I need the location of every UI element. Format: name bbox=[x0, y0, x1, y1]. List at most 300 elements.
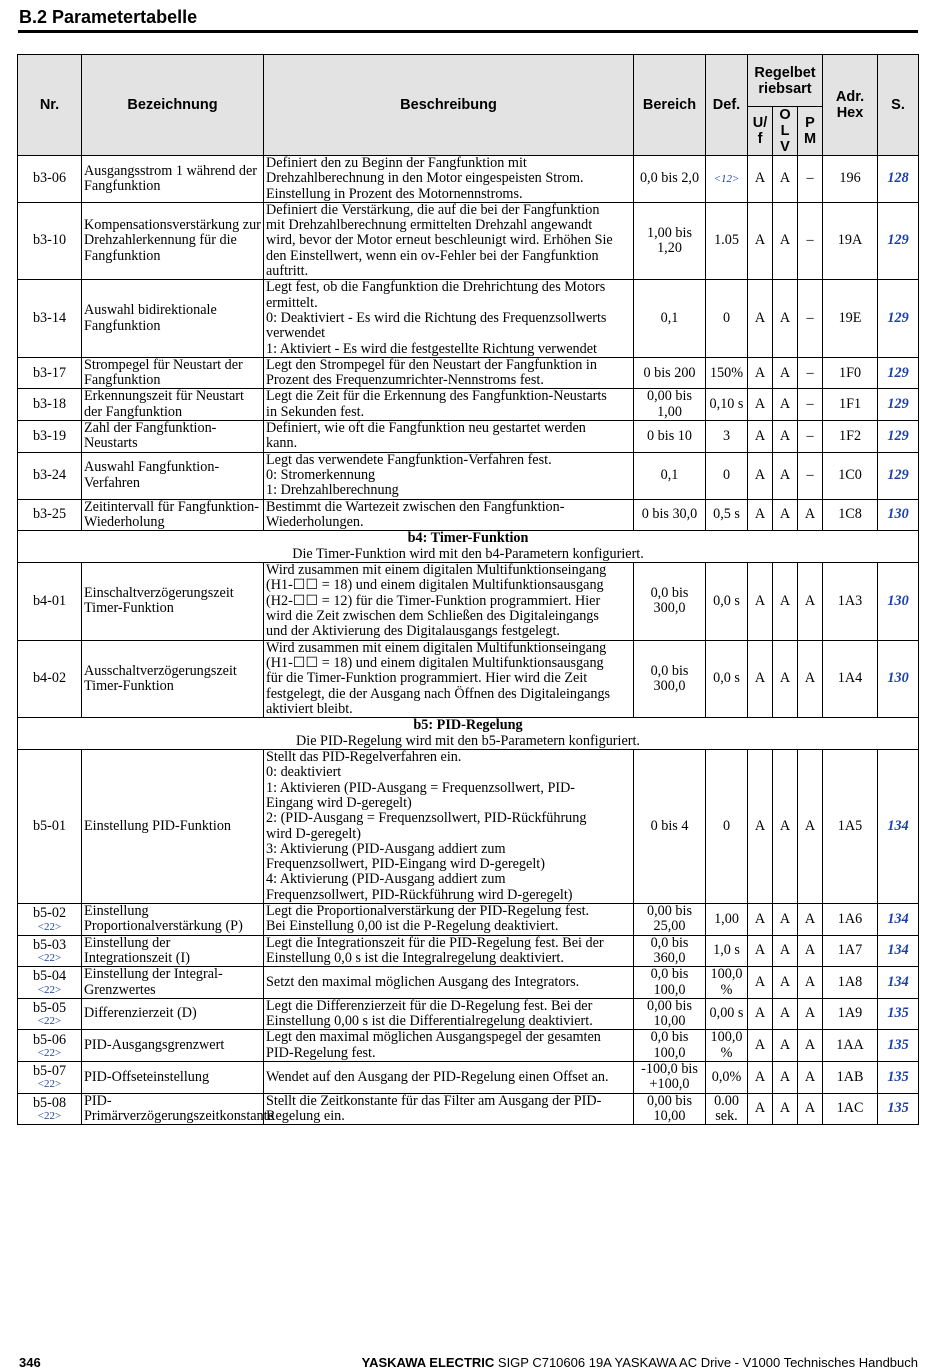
param-mode-uf: A bbox=[748, 156, 773, 203]
param-mode-uf: A bbox=[748, 389, 773, 421]
param-mode-olv: A bbox=[773, 904, 798, 936]
param-mode-uf: A bbox=[748, 967, 773, 999]
param-mode-pm: A bbox=[798, 1030, 823, 1062]
header-adr-l1: Adr. bbox=[835, 89, 865, 105]
param-description bbox=[264, 1093, 634, 1125]
param-range: 0,0 bis 300,0 bbox=[634, 563, 706, 640]
description-line: Setzt den maximal möglichen Ausgang des Integrators. bbox=[266, 973, 580, 990]
param-name: Einstellung der Integral-Grenzwertes bbox=[82, 967, 264, 999]
section-b4-cell bbox=[18, 531, 919, 563]
header-pm-l1: P bbox=[805, 115, 815, 131]
table-row bbox=[18, 452, 919, 499]
param-default bbox=[706, 967, 748, 999]
param-description bbox=[264, 202, 634, 279]
param-mode-olv: A bbox=[773, 998, 798, 1030]
param-name: Erkennungszeit für Neustart der Fangfunktion bbox=[82, 389, 264, 421]
description-line: Frequenzsollwert, PID-Eingang wird D-geregelt) bbox=[266, 856, 545, 873]
description-line: 1: Aktivieren (PID-Ausgang = Frequenzsollwert, PID- bbox=[266, 779, 576, 796]
description-line: 0: deaktiviert bbox=[266, 764, 342, 781]
description-line: Wiederholungen. bbox=[266, 513, 364, 530]
param-mode-uf: A bbox=[748, 421, 773, 453]
param-default-value: 0 bbox=[722, 309, 731, 326]
param-nr: b5-07 bbox=[32, 1063, 67, 1080]
param-address: 19A bbox=[823, 202, 878, 279]
param-range: 1,00 bis 1,20 bbox=[634, 202, 706, 279]
header-olv-l3: V bbox=[780, 139, 790, 155]
description-line: Definiert den zu Beginn der Fangfunktion mit bbox=[266, 155, 527, 171]
description-line: Regelung ein. bbox=[266, 1107, 345, 1124]
param-mode-pm: A bbox=[798, 1093, 823, 1125]
header-uf-l1: U/ bbox=[752, 115, 768, 131]
header-uf-l2: f bbox=[757, 131, 763, 147]
table-row bbox=[18, 640, 919, 717]
footnote-ref: <22> bbox=[37, 1015, 62, 1028]
param-page-link[interactable]: 130 bbox=[878, 563, 919, 640]
page-title: B.2 Parametertabelle bbox=[19, 7, 198, 27]
param-nr: b3-25 bbox=[32, 506, 67, 523]
param-mode-uf: A bbox=[748, 452, 773, 499]
description-line: Wird zusammen mit einem digitalen Multifunktionseingang bbox=[266, 562, 607, 579]
param-mode-pm: – bbox=[798, 452, 823, 499]
param-nr: b3-14 bbox=[32, 309, 67, 326]
section-b5-cell bbox=[18, 718, 919, 750]
param-mode-olv: A bbox=[773, 156, 798, 203]
param-nr-cell bbox=[18, 1093, 82, 1125]
param-nr-cell bbox=[18, 421, 82, 453]
param-nr: b4-01 bbox=[32, 592, 67, 609]
param-range: 0,0 bis 360,0 bbox=[634, 935, 706, 967]
header-bezeichnung: Bezeichnung bbox=[82, 55, 264, 156]
header-def: Def. bbox=[706, 55, 748, 156]
param-mode-pm: A bbox=[798, 935, 823, 967]
param-mode-pm: – bbox=[798, 389, 823, 421]
param-default bbox=[706, 1030, 748, 1062]
param-range: 0,0 bis 100,0 bbox=[634, 967, 706, 999]
param-mode-pm: A bbox=[798, 750, 823, 904]
param-range: 0 bis 10 bbox=[634, 421, 706, 453]
param-mode-pm: A bbox=[798, 904, 823, 936]
description-line: Stellt das PID-Regelverfahren ein. bbox=[266, 749, 462, 766]
param-description bbox=[264, 935, 634, 967]
param-mode-pm: – bbox=[798, 156, 823, 203]
description-line: PID-Regelung fest. bbox=[266, 1044, 376, 1061]
param-default bbox=[706, 904, 748, 936]
description-line: für die Timer-Funktion programmiert. Hier wird die Zeit bbox=[266, 670, 588, 687]
description-line: Legt fest, ob die Fangfunktion die Drehrichtung des Motors bbox=[266, 279, 606, 296]
param-range: 0,00 bis 1,00 bbox=[634, 389, 706, 421]
description-line: 2: (PID-Ausgang = Frequenzsollwert, PID-Rückführung bbox=[266, 810, 587, 827]
description-line: 0: Deaktiviert - Es wird die Richtung des Frequenzsollwerts bbox=[266, 309, 607, 326]
param-address: 1C0 bbox=[823, 452, 878, 499]
param-mode-pm: A bbox=[798, 563, 823, 640]
param-address: 1A7 bbox=[823, 935, 878, 967]
param-page-link[interactable]: 128 bbox=[878, 156, 919, 203]
description-line: Definiert die Verstärkung, die auf die bei der Fangfunktion bbox=[266, 201, 600, 218]
param-description bbox=[264, 389, 634, 421]
description-line: wird D-geregelt) bbox=[266, 825, 361, 842]
param-mode-olv: A bbox=[773, 1093, 798, 1125]
param-nr: b5-03 bbox=[32, 936, 67, 953]
description-line: festgelegt, die der Ausgang nach Öffnen des Digitaleingangs bbox=[266, 685, 611, 702]
param-mode-pm: A bbox=[798, 499, 823, 531]
param-nr-cell bbox=[18, 499, 82, 531]
param-range: -100,0 bis +100,0 bbox=[634, 1062, 706, 1094]
footer-brand: YASKAWA ELECTRIC bbox=[361, 1355, 495, 1370]
param-name: Ausschaltverzögerungszeit Timer-Funktion bbox=[82, 640, 264, 717]
section-b4-text: Die Timer-Funktion wird mit den b4-Parametern konfiguriert. bbox=[292, 545, 644, 562]
footnote-ref: <22> bbox=[37, 952, 62, 965]
footer-page-number: 346 bbox=[19, 1355, 41, 1370]
table-row bbox=[18, 357, 919, 389]
param-mode-pm: A bbox=[798, 1062, 823, 1094]
table-header bbox=[18, 55, 919, 156]
param-description bbox=[264, 750, 634, 904]
param-default-value: 0,5 s bbox=[713, 506, 740, 523]
param-nr-cell bbox=[18, 280, 82, 357]
param-page-link[interactable]: 134 bbox=[878, 967, 919, 999]
header-regelbetriebsart bbox=[748, 55, 823, 107]
description-line: kann. bbox=[266, 435, 298, 452]
table-row bbox=[18, 156, 919, 203]
description-line: (H1-☐☐ = 18) und einem digitalen Multifunktionsausgang bbox=[266, 577, 604, 594]
param-page-link[interactable]: 129 bbox=[878, 389, 919, 421]
param-name: Zeitintervall für Fangfunktion-Wiederholung bbox=[82, 499, 264, 531]
param-range: 0,0 bis 300,0 bbox=[634, 640, 706, 717]
parameter-table bbox=[17, 54, 919, 1125]
param-nr-cell bbox=[18, 998, 82, 1030]
param-description bbox=[264, 1030, 634, 1062]
param-page-link[interactable]: 134 bbox=[878, 904, 919, 936]
param-page-link[interactable]: 130 bbox=[878, 499, 919, 531]
param-default bbox=[706, 998, 748, 1030]
table-row bbox=[18, 280, 919, 357]
param-nr-cell bbox=[18, 452, 82, 499]
description-line: in Sekunden fest. bbox=[266, 403, 365, 420]
description-line: Einstellung 0,0 s ist die Integralregelung deaktiviert. bbox=[266, 949, 564, 966]
header-olv bbox=[773, 107, 798, 156]
description-line: Bei Einstellung 0,00 ist die P-Regelung deaktiviert. bbox=[266, 918, 559, 935]
description-line: verwendet bbox=[266, 325, 326, 342]
param-default bbox=[706, 452, 748, 499]
param-range: 0 bis 200 bbox=[634, 357, 706, 389]
param-mode-olv: A bbox=[773, 967, 798, 999]
param-address: 1A9 bbox=[823, 998, 878, 1030]
param-mode-olv: A bbox=[773, 452, 798, 499]
param-mode-pm: – bbox=[798, 421, 823, 453]
param-mode-uf: A bbox=[748, 499, 773, 531]
description-line: Legt die Proportionalverstärkung der PID-Regelung fest. bbox=[266, 903, 590, 920]
param-mode-uf: A bbox=[748, 1062, 773, 1094]
param-nr-cell bbox=[18, 1062, 82, 1094]
param-mode-olv: A bbox=[773, 750, 798, 904]
section-b4 bbox=[18, 531, 919, 563]
param-default-value: 150% bbox=[709, 364, 744, 381]
param-address: 1C8 bbox=[823, 499, 878, 531]
footer-text bbox=[362, 1355, 918, 1370]
param-page-link[interactable]: 135 bbox=[878, 1093, 919, 1125]
description-line: (H1-☐☐ = 18) und einem digitalen Multifunktionsausgang bbox=[266, 654, 604, 671]
param-description bbox=[264, 452, 634, 499]
header-beschreibung: Beschreibung bbox=[264, 55, 634, 156]
param-mode-uf: A bbox=[748, 1093, 773, 1125]
param-default bbox=[706, 280, 748, 357]
description-line: und der Aktivierung des Digitalausgangs festgelegt. bbox=[266, 623, 560, 640]
param-address: 1AC bbox=[823, 1093, 878, 1125]
param-name: Einstellung PID-Funktion bbox=[82, 750, 264, 904]
header-regelbetriebsart-l2: riebsart bbox=[758, 80, 812, 97]
param-address: 1F2 bbox=[823, 421, 878, 453]
param-mode-uf: A bbox=[748, 998, 773, 1030]
param-address: 1A8 bbox=[823, 967, 878, 999]
param-address: 1F1 bbox=[823, 389, 878, 421]
param-page-link[interactable]: 135 bbox=[878, 998, 919, 1030]
param-page-link[interactable]: 134 bbox=[878, 750, 919, 904]
param-default-value: 100,0 % bbox=[710, 1029, 743, 1061]
param-nr: b5-05 bbox=[32, 999, 67, 1016]
param-nr-cell bbox=[18, 967, 82, 999]
description-line: 4: Aktivierung (PID-Ausgang addiert zum bbox=[266, 871, 506, 888]
description-line: Definiert, wie oft die Fangfunktion neu gestartet werden bbox=[266, 420, 586, 437]
param-range: 0 bis 30,0 bbox=[634, 499, 706, 531]
param-mode-olv: A bbox=[773, 1062, 798, 1094]
table-row bbox=[18, 750, 919, 904]
param-description bbox=[264, 156, 634, 203]
param-default bbox=[706, 357, 748, 389]
table-row bbox=[18, 998, 919, 1030]
header-s: S. bbox=[878, 55, 919, 156]
description-line: Drehzahlberechnung in den Motor eingespeisten Strom. bbox=[266, 170, 584, 187]
param-mode-pm: A bbox=[798, 998, 823, 1030]
param-page-link[interactable]: 129 bbox=[878, 452, 919, 499]
param-range: 0,00 bis 10,00 bbox=[634, 998, 706, 1030]
table-row bbox=[18, 1093, 919, 1125]
title-rule bbox=[18, 30, 918, 33]
description-line: Legt den maximal möglichen Ausgangspegel der gesamten bbox=[266, 1029, 601, 1046]
param-default bbox=[706, 935, 748, 967]
param-nr: b3-17 bbox=[32, 364, 67, 381]
param-nr: b5-02 bbox=[32, 905, 67, 922]
param-description bbox=[264, 421, 634, 453]
description-line: Wendet auf den Ausgang der PID-Regelung einen Offset an. bbox=[266, 1068, 609, 1085]
param-range: 0,0 bis 100,0 bbox=[634, 1030, 706, 1062]
table-row bbox=[18, 1030, 919, 1062]
header-pm-l2: M bbox=[803, 131, 817, 147]
footnote-ref: <22> bbox=[37, 983, 62, 996]
param-description bbox=[264, 998, 634, 1030]
param-mode-uf: A bbox=[748, 280, 773, 357]
param-mode-uf: A bbox=[748, 640, 773, 717]
param-description bbox=[264, 357, 634, 389]
param-default-value: 1,0 s bbox=[713, 942, 740, 959]
description-line: ermittelt. bbox=[266, 294, 318, 311]
param-default bbox=[706, 640, 748, 717]
param-name: Ausgangsstrom 1 während der Fangfunktion bbox=[82, 156, 264, 203]
param-description bbox=[264, 499, 634, 531]
param-page-link[interactable]: 135 bbox=[878, 1062, 919, 1094]
param-description bbox=[264, 1062, 634, 1094]
param-default-value: 3 bbox=[722, 427, 731, 444]
param-page-link[interactable]: 129 bbox=[878, 202, 919, 279]
param-mode-uf: A bbox=[748, 935, 773, 967]
param-mode-uf: A bbox=[748, 357, 773, 389]
description-line: 3: Aktivierung (PID-Ausgang addiert zum bbox=[266, 840, 506, 857]
param-page-link[interactable]: 129 bbox=[878, 280, 919, 357]
description-line: wird die Zeit zwischen dem Schließen des Digitaleingangs bbox=[266, 608, 599, 625]
param-mode-olv: A bbox=[773, 935, 798, 967]
description-line: Bestimmt die Wartezeit zwischen den Fangfunktion- bbox=[266, 498, 565, 515]
param-mode-olv: A bbox=[773, 280, 798, 357]
param-mode-pm: – bbox=[798, 280, 823, 357]
header-olv-l2: L bbox=[780, 123, 790, 139]
description-line: 1: Aktiviert - Es wird die festgestellte Richtung verwendet bbox=[266, 340, 597, 357]
description-line: Prozent des Frequenzumrichter-Nennstroms fest. bbox=[266, 372, 544, 389]
param-name: PID-Primärverzögerungszeitkonstante bbox=[82, 1093, 264, 1125]
param-default bbox=[706, 1062, 748, 1094]
param-address: 1A4 bbox=[823, 640, 878, 717]
param-mode-olv: A bbox=[773, 1030, 798, 1062]
description-line: Legt die Integrationszeit für die PID-Regelung fest. Bei der bbox=[266, 934, 604, 951]
footnote-ref: <22> bbox=[37, 1110, 62, 1123]
param-nr-cell bbox=[18, 904, 82, 936]
footnote-ref: <22> bbox=[37, 1046, 62, 1059]
param-nr-cell bbox=[18, 357, 82, 389]
table-body-b3 bbox=[18, 156, 919, 531]
description-line: mit Drehzahlberechnung ermittelten Drehzahl angewandt bbox=[266, 217, 593, 234]
description-line: Legt den Strompegel für den Neustart der Fangfunktion in bbox=[266, 356, 597, 373]
description-line: Legt das verwendete Fangfunktion-Verfahren fest. bbox=[266, 451, 552, 468]
description-line: 0: Stromerkennung bbox=[266, 466, 376, 483]
header-bereich: Bereich bbox=[634, 55, 706, 156]
param-mode-pm: – bbox=[798, 357, 823, 389]
param-default bbox=[706, 499, 748, 531]
param-range: 0 bis 4 bbox=[634, 750, 706, 904]
header-uf bbox=[748, 107, 773, 156]
description-line: aktiviert bleibt. bbox=[266, 700, 353, 717]
param-name: Einstellung der Integrationszeit (I) bbox=[82, 935, 264, 967]
param-nr: b3-06 bbox=[32, 170, 67, 187]
table-row bbox=[18, 1062, 919, 1094]
param-mode-olv: A bbox=[773, 389, 798, 421]
param-default-value: 1,00 bbox=[714, 910, 739, 927]
param-nr: b5-06 bbox=[32, 1031, 67, 1048]
description-line: Legt die Zeit für die Erkennung des Fangfunktion-Neustarts bbox=[266, 388, 607, 405]
header-olv-l1: O bbox=[779, 107, 791, 123]
param-address: 19E bbox=[823, 280, 878, 357]
param-address: 196 bbox=[823, 156, 878, 203]
param-name: PID-Ausgangsgrenzwert bbox=[82, 1030, 264, 1062]
param-mode-uf: A bbox=[748, 202, 773, 279]
param-name: PID-Offseteinstellung bbox=[82, 1062, 264, 1094]
param-mode-olv: A bbox=[773, 640, 798, 717]
header-nr: Nr. bbox=[18, 55, 82, 156]
param-default bbox=[706, 389, 748, 421]
param-name: Einstellung Proportionalverstärkung (P) bbox=[82, 904, 264, 936]
table-body-b5 bbox=[18, 750, 919, 1125]
table-row bbox=[18, 904, 919, 936]
param-nr: b3-19 bbox=[32, 427, 67, 444]
description-line: den Einstellwert, wenn ein ov-Fehler bei der Fangfunktion bbox=[266, 247, 599, 264]
param-description bbox=[264, 904, 634, 936]
description-line: Stellt die Zeitkonstante für das Filter am Ausgang der PID- bbox=[266, 1092, 602, 1109]
description-line: Legt die Differenzierzeit für die D-Regelung fest. Bei der bbox=[266, 997, 593, 1014]
param-mode-olv: A bbox=[773, 563, 798, 640]
table-row bbox=[18, 563, 919, 640]
param-range: 0,00 bis 25,00 bbox=[634, 904, 706, 936]
description-line: Einstellung in Prozent des Motornennstroms. bbox=[266, 185, 523, 202]
param-default-value: 0,10 s bbox=[709, 396, 744, 413]
param-nr: b5-08 bbox=[32, 1094, 67, 1111]
param-mode-uf: A bbox=[748, 563, 773, 640]
param-mode-olv: A bbox=[773, 357, 798, 389]
param-page-link[interactable]: 129 bbox=[878, 421, 919, 453]
param-nr: b3-24 bbox=[32, 466, 67, 483]
section-b5-text: Die PID-Regelung wird mit den b5-Parametern konfiguriert. bbox=[296, 732, 640, 749]
param-default bbox=[706, 1093, 748, 1125]
param-default bbox=[706, 750, 748, 904]
table-row bbox=[18, 967, 919, 999]
description-line: Wird zusammen mit einem digitalen Multifunktionseingang bbox=[266, 639, 607, 656]
param-mode-uf: A bbox=[748, 904, 773, 936]
description-line: 1: Drehzahlberechnung bbox=[266, 482, 399, 499]
param-default bbox=[706, 563, 748, 640]
param-address: 1A3 bbox=[823, 563, 878, 640]
param-mode-pm: A bbox=[798, 967, 823, 999]
param-default-value: 0,00 s bbox=[709, 1005, 744, 1022]
param-range: 0,1 bbox=[634, 280, 706, 357]
param-nr: b3-18 bbox=[32, 396, 67, 413]
param-page-link[interactable]: 134 bbox=[878, 935, 919, 967]
param-page-link[interactable]: 129 bbox=[878, 357, 919, 389]
footer-doc: SIGP C710606 19A YASKAWA AC Drive - V1000 Technisches Handbuch bbox=[494, 1355, 918, 1370]
param-nr-cell bbox=[18, 563, 82, 640]
param-address: 1AB bbox=[823, 1062, 878, 1094]
param-page-link[interactable]: 135 bbox=[878, 1030, 919, 1062]
section-b4-title: b4: Timer-Funktion bbox=[407, 530, 529, 547]
param-description bbox=[264, 280, 634, 357]
param-default-value: 1.05 bbox=[714, 232, 739, 249]
table-row bbox=[18, 202, 919, 279]
description-line: (H2-☐☐ = 12) für die Timer-Funktion programmiert. Hier bbox=[266, 592, 601, 609]
param-name: Strompegel für Neustart der Fangfunktion bbox=[82, 357, 264, 389]
param-mode-olv: A bbox=[773, 499, 798, 531]
description-line: wird, bevor der Motor erneut beschleunigt wird. Erhöhen Sie bbox=[266, 232, 613, 249]
table-row bbox=[18, 389, 919, 421]
param-name: Auswahl bidirektionale Fangfunktion bbox=[82, 280, 264, 357]
param-default-value: 0 bbox=[722, 817, 731, 834]
header-regelbetriebsart-l1: Regelbet bbox=[754, 64, 816, 81]
table-row bbox=[18, 421, 919, 453]
param-mode-olv: A bbox=[773, 202, 798, 279]
param-nr: b4-02 bbox=[32, 670, 67, 687]
param-mode-pm: A bbox=[798, 640, 823, 717]
description-line: auftritt. bbox=[266, 263, 309, 280]
param-nr: b5-04 bbox=[32, 968, 67, 985]
param-page-link[interactable]: 130 bbox=[878, 640, 919, 717]
param-nr-cell bbox=[18, 202, 82, 279]
header-pm bbox=[798, 107, 823, 156]
param-nr-cell bbox=[18, 750, 82, 904]
description-line: Einstellung 0,00 s ist die Differentialregelung deaktiviert. bbox=[266, 1013, 593, 1030]
description-line: Frequenzsollwert, PID-Rückführung wird D-geregelt) bbox=[266, 886, 573, 903]
param-mode-pm: – bbox=[798, 202, 823, 279]
param-address: 1A6 bbox=[823, 904, 878, 936]
param-nr-cell bbox=[18, 640, 82, 717]
param-nr: b3-10 bbox=[32, 232, 67, 249]
header-adr-l2: Hex bbox=[836, 105, 864, 121]
param-default bbox=[706, 421, 748, 453]
param-default-value: 0,0 s bbox=[713, 670, 740, 687]
param-nr: b5-01 bbox=[32, 817, 67, 834]
